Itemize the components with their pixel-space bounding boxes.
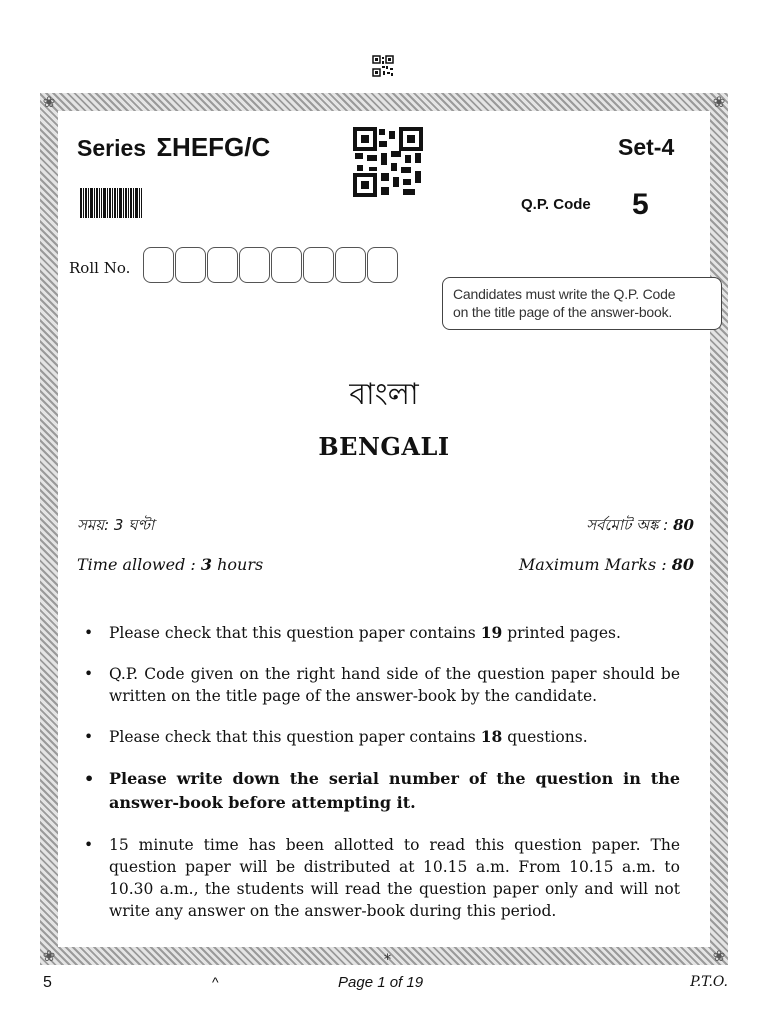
time-allowed-bengali: সময়: 3 ঘণ্টা (77, 516, 155, 534)
qp-code-label: Q.P. Code (521, 196, 591, 213)
footer-qp-code: 5 (43, 974, 52, 991)
roll-no-box[interactable] (271, 247, 302, 283)
bullet-icon: • (84, 769, 95, 788)
qp-code-notice (442, 277, 722, 330)
instruction-item (80, 767, 680, 815)
maximum-marks (519, 555, 694, 574)
corner-ornament-icon: ❀ (42, 93, 56, 111)
instruction-item (80, 834, 680, 922)
maximum-marks-bengali (586, 514, 694, 539)
pto-label: P.T.O. (690, 974, 728, 990)
instruction-item (80, 726, 680, 748)
subject-title-bengali: বাংলা (349, 377, 419, 412)
instruction-item (80, 622, 680, 644)
corner-ornament-icon: ❀ (712, 93, 726, 111)
roll-no-box[interactable] (143, 247, 174, 283)
instruction-text: printed pages. (502, 624, 621, 642)
roll-no-label: Roll No. (69, 259, 131, 277)
barcode-icon (80, 188, 142, 218)
roll-no-box[interactable] (207, 247, 238, 283)
instruction-item (80, 663, 680, 707)
roll-no-box[interactable] (239, 247, 270, 283)
roll-no-box[interactable] (303, 247, 334, 283)
series-value: ΣHEFG/C (156, 132, 271, 162)
marks-bn-value: 80 (673, 516, 694, 534)
question-count: 18 (480, 727, 503, 746)
marks-bn-label: সর্বমোট অঙ্ক : (586, 516, 674, 534)
marks-value: 80 (671, 555, 694, 574)
roll-no-box[interactable] (367, 247, 398, 283)
set-number: Set-4 (618, 134, 675, 160)
time-value: 3 (200, 555, 213, 574)
marks-label: Maximum Marks : (518, 555, 672, 574)
time-unit: hours (212, 555, 264, 574)
instruction-text: Please write down the serial number of the question in the answer-book before attempting it. (109, 769, 680, 812)
series-label: Series (77, 135, 147, 161)
bullet-icon: • (84, 728, 94, 746)
roll-no-box[interactable] (335, 247, 366, 283)
time-label: Time allowed : (77, 555, 201, 574)
bullet-icon: • (84, 665, 94, 683)
page-count: 19 (480, 623, 503, 642)
instruction-text: Please check that this question paper contains (109, 624, 481, 642)
page-number: Page 1 of 19 (338, 974, 424, 991)
star-mark: * (384, 952, 391, 968)
instructions-list (80, 622, 680, 941)
series-code (77, 132, 270, 163)
bullet-icon: • (84, 624, 94, 642)
time-allowed (77, 555, 263, 574)
instruction-text: Please check that this question paper contains (109, 728, 481, 746)
instruction-text: questions. (502, 728, 588, 746)
roll-no-boxes (143, 247, 398, 283)
notice-line-2: on the title page of the answer-book. (453, 304, 673, 320)
corner-ornament-icon: ❀ (712, 947, 726, 965)
instruction-text: Q.P. Code given on the right hand side of the question paper should be written on the title page of the answer-book by the candidate. (109, 665, 680, 705)
qp-code-value: 5 (632, 188, 649, 221)
corner-ornament-icon: ❀ (42, 947, 56, 965)
roll-no-box[interactable] (175, 247, 206, 283)
bullet-icon: • (84, 836, 94, 854)
footer-caret: ^ (212, 974, 219, 990)
qr-code-small-icon (372, 55, 394, 77)
instruction-text: 15 minute time has been allotted to read this question paper. The question paper will be distributed at 10.15 a.m. From 10.15 a.m. to 10.30 a.m., the students will read the question paper only and will not write any answer on the answer-book during this period. (109, 836, 680, 920)
notice-line-1: Candidates must write the Q.P. Code (453, 286, 676, 302)
qr-code-icon (353, 127, 423, 197)
subject-title-english: BENGALI (318, 432, 450, 461)
